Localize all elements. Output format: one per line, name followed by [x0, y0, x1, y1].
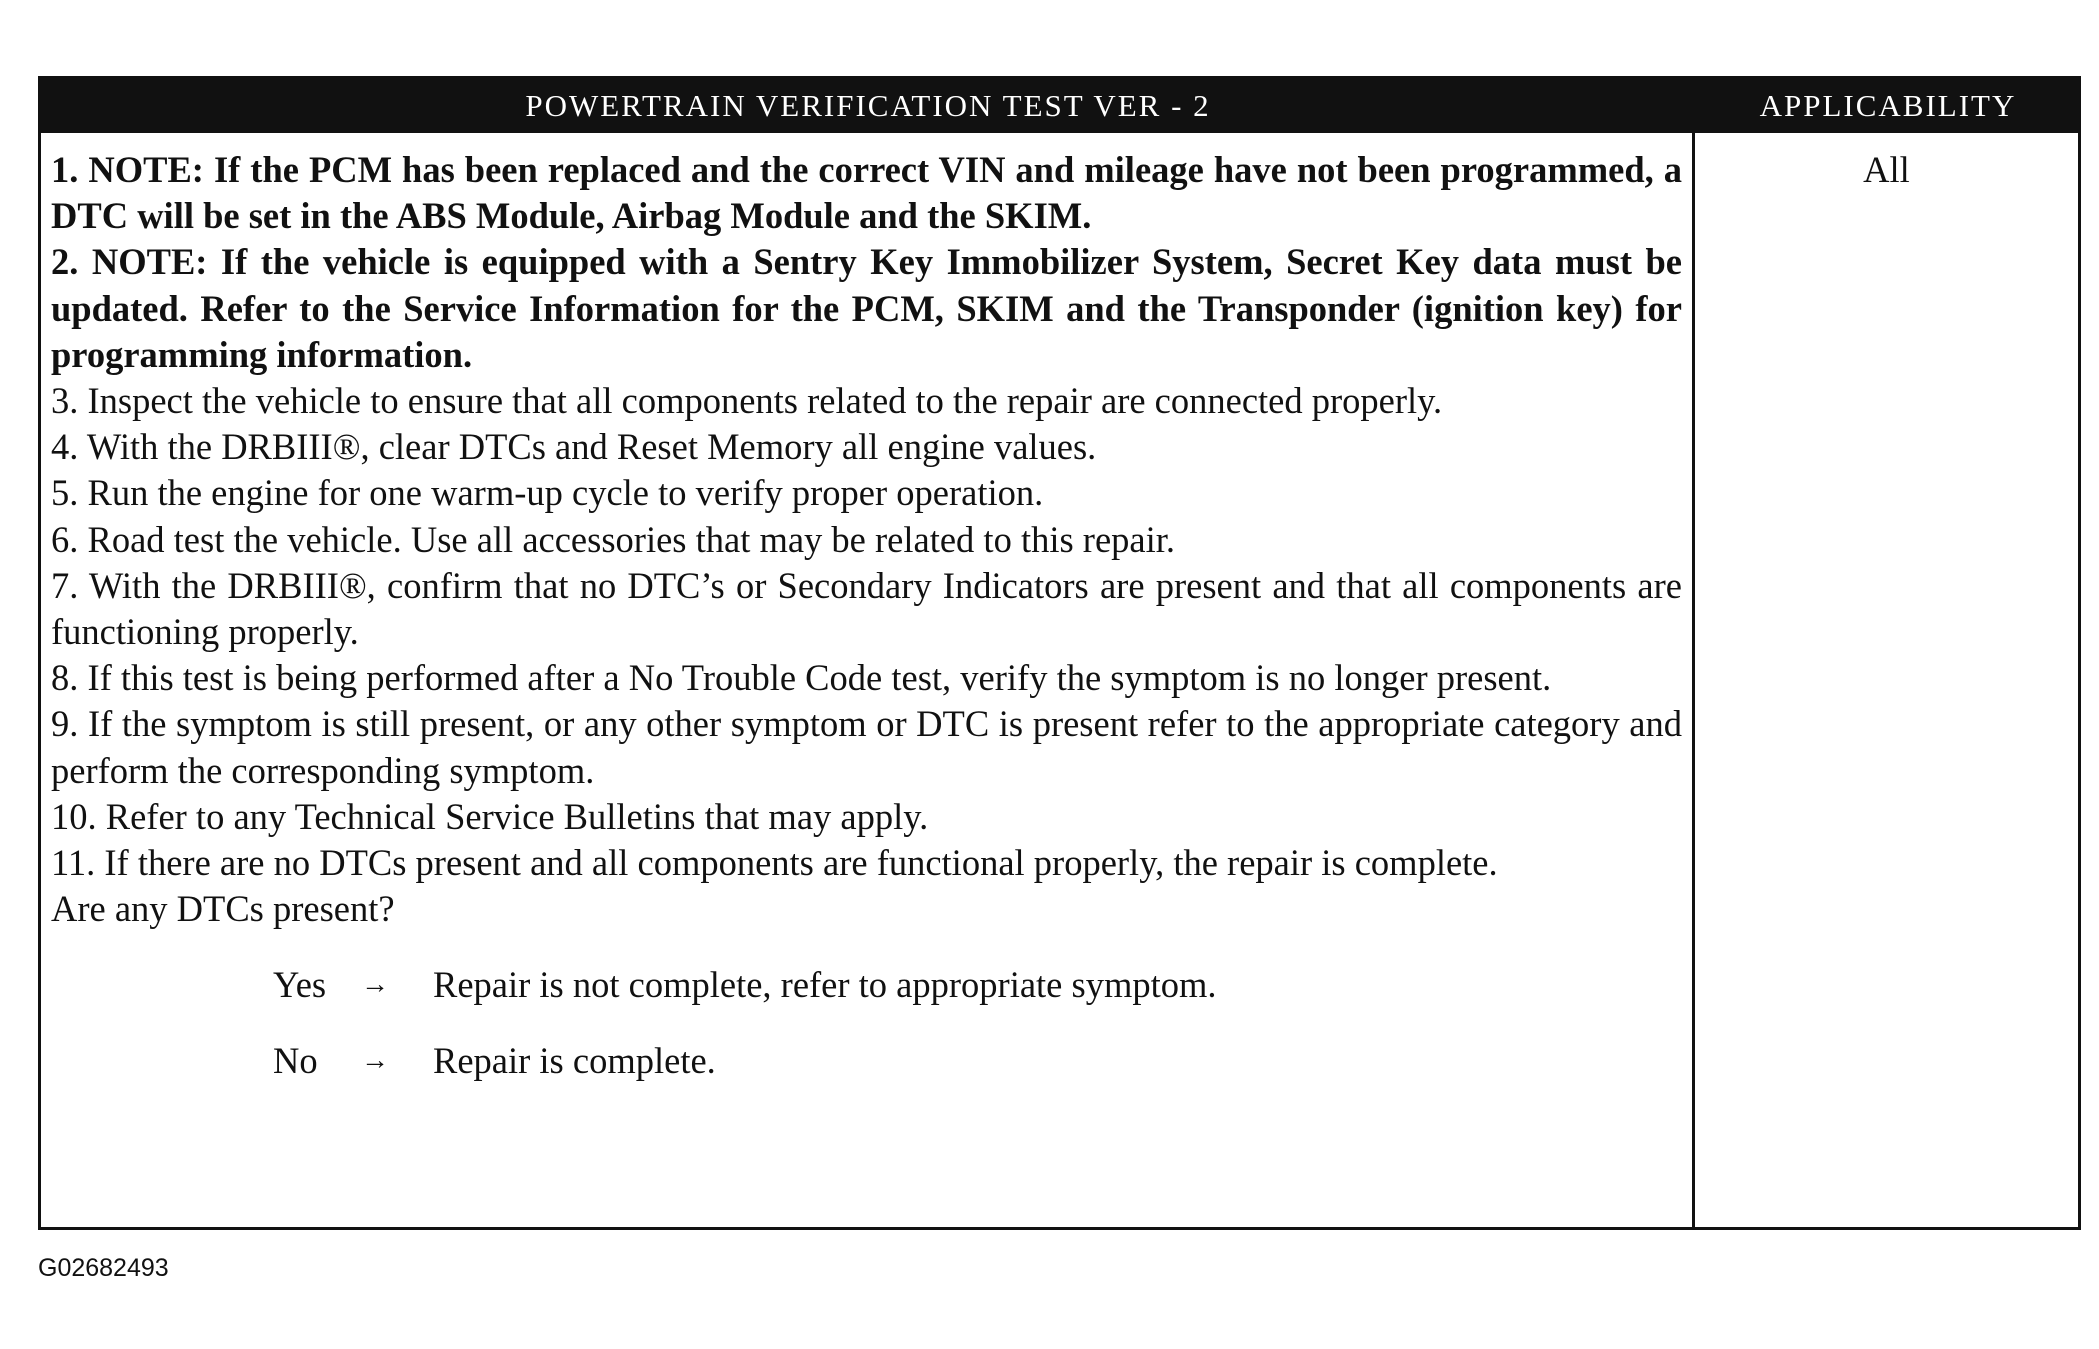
step-9: 9. If the symptom is still present, or any other symptom or DTC is present refer to the appropriate category and perform the corresponding symptom.	[51, 703, 1682, 791]
step-4: 4. With the DRBIII®, clear DTCs and Reset Memory all engine values.	[51, 426, 1097, 468]
answer-list	[51, 962, 1682, 1084]
step-10: 10. Refer to any Technical Service Bulletins that may apply.	[51, 795, 929, 837]
figure-id: G02682493	[38, 1254, 169, 1282]
answer-no-result: Repair is complete.	[433, 1040, 716, 1082]
arrow-right-icon: →	[361, 1045, 389, 1077]
step-7: 7. With the DRBIII®, confirm that no DTC’s or Secondary Indicators are present and that all components are functioning properly.	[51, 564, 1682, 653]
answer-no-row	[51, 1038, 1682, 1084]
step-11: 11. If there are no DTCs present and all components are functional properly, the repair is complete.	[51, 842, 1498, 884]
table-header-row	[41, 79, 2078, 133]
applicability-cell: All	[1863, 149, 1910, 190]
table-body-row	[41, 133, 2078, 1227]
arrow-right-icon: →	[361, 969, 389, 1001]
applicability-header: APPLICABILITY	[1695, 79, 2078, 133]
answer-yes-label: Yes	[273, 964, 327, 1006]
step-6: 6. Road test the vehicle. Use all accessories that may be related to this repair.	[51, 518, 1176, 560]
step-1: 1. NOTE: If the PCM has been replaced and the correct VIN and mileage have not been programmed, a DTC will be set in the ABS Module, Airbag Module and the SKIM.	[51, 149, 1682, 237]
step-8: 8. If this test is being performed after a No Trouble Code test, verify the symptom is no longer present.	[51, 657, 1552, 699]
procedure-cell	[41, 133, 1695, 1227]
question-text: Are any DTCs present?	[51, 888, 395, 930]
table-title: POWERTRAIN VERIFICATION TEST VER - 2	[525, 88, 1211, 123]
step-3: 3. Inspect the vehicle to ensure that all components related to the repair are connected properly.	[51, 380, 1443, 422]
answer-yes-row	[51, 962, 1682, 1008]
answer-yes-result: Repair is not complete, refer to appropriate symptom.	[433, 964, 1217, 1006]
answer-no-label: No	[273, 1040, 318, 1082]
step-5: 5. Run the engine for one warm-up cycle to verify proper operation.	[51, 472, 1044, 514]
verification-test-table	[38, 76, 2081, 1230]
step-2: 2. NOTE: If the vehicle is equipped with a Sentry Key Immobilizer System, Secret Key data must be updated. Refer to the Service Information for the PCM, SKIM and the Transponder (ignition key) for programming information.	[51, 241, 1682, 375]
